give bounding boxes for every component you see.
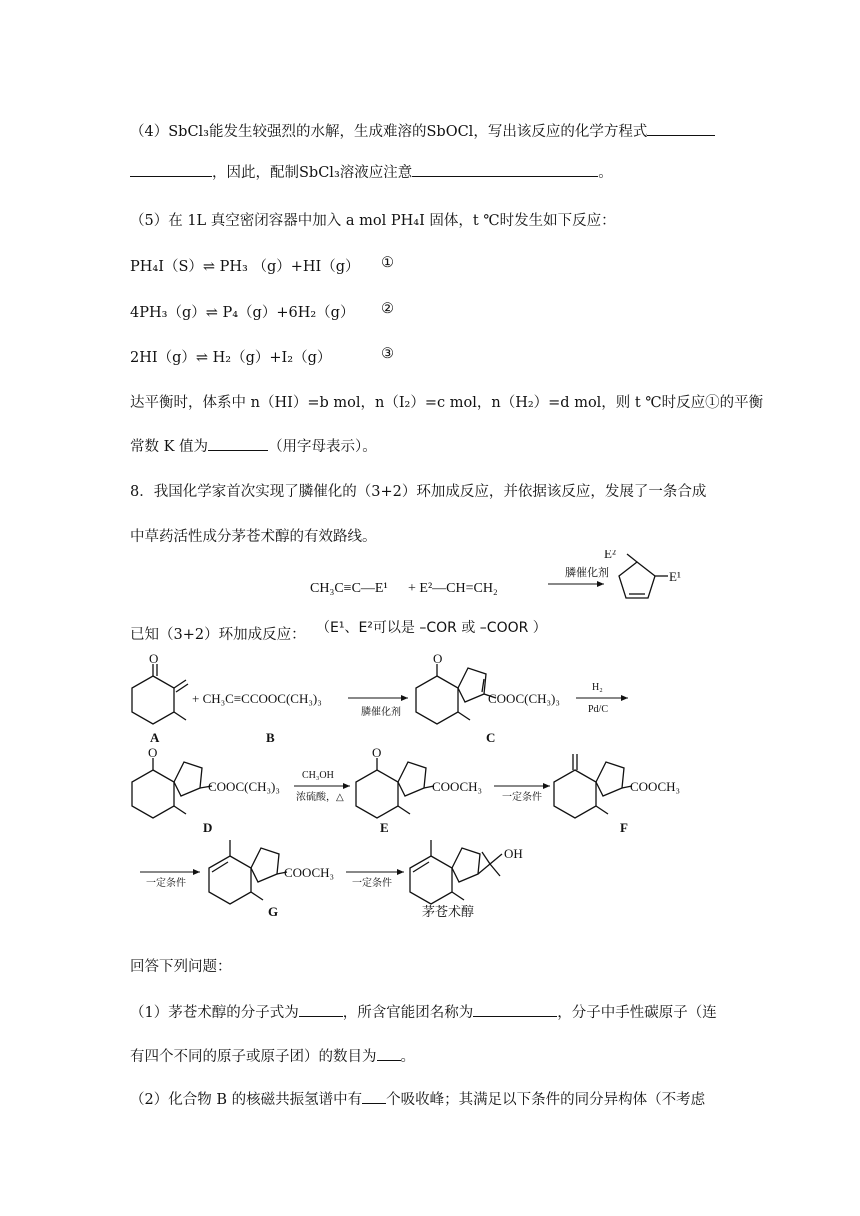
p1-blank-chiral[interactable] (377, 1046, 401, 1061)
p2-b: 个吸收峰；其满足以下条件的同分异构体（不考虑 (386, 1092, 706, 1108)
svg-text:F: F (620, 820, 628, 835)
e-group: COOCH₃ (432, 779, 483, 794)
product-name: 茅苍术醇 (422, 905, 475, 920)
q4-line2 (130, 161, 613, 182)
reagent-methanol: CH₃OH (302, 770, 334, 781)
q5-reaction-1-num: ① (381, 255, 394, 271)
q8-p2-line1 (130, 1088, 705, 1109)
d-group: COOC(CH₃)₃ (208, 779, 280, 794)
p1-end: 。 (400, 1049, 415, 1065)
q4-blank1-cont[interactable] (130, 162, 212, 177)
cond-3: 一定条件 (352, 878, 392, 889)
q4-end: 。 (598, 165, 613, 181)
known-e2-label: E² (604, 550, 616, 561)
known-note: （E¹、E²可以是 –COR 或 –COOR ） (316, 620, 547, 636)
q5-line1: 达平衡时，体系中 n（HI）=b mol，n（I₂）=c mol，n（H₂）=d mol，则 t ℃时反应①的平衡 (130, 395, 764, 411)
p1-blank-group[interactable] (473, 1002, 557, 1017)
svg-text:C: C (486, 730, 496, 745)
q8-known-label: 已知（3+2）环加成反应： (130, 627, 306, 643)
reagent-h2: H₂ (592, 682, 603, 693)
q8-p1-line2 (130, 1045, 415, 1066)
svg-text:E: E (380, 820, 389, 835)
reagent-acid: 浓硫酸，△ (296, 792, 344, 803)
svg-text:O: O (148, 745, 158, 760)
q4-text1: （4）SbCl₃能发生较强烈的水解，生成难溶的SbOCl，写出该反应的化学方程式 (130, 124, 648, 140)
svg-text:A: A (150, 730, 160, 745)
q5-intro: （5）在 1L 真空密闭容器中加入 a mol PH₄I 固体，t ℃时发生如下反应： (130, 213, 616, 229)
p1-b: ，所含官能团名称为 (342, 1005, 474, 1021)
scheme-catalyst: 膦催化剂 (361, 707, 401, 718)
compound-e (356, 758, 434, 818)
q5-reaction-2-num: ② (381, 301, 394, 317)
p1-d: 有四个不同的原子或原子团）的数目为 (130, 1049, 377, 1065)
reagent-pdc: Pd/C (588, 704, 609, 715)
q5-reaction-2: 4PH₃（g）⇌ P₄（g）+6H₂（g） (130, 305, 355, 321)
p1-c: ，分子中手性碳原子（连 (557, 1005, 717, 1021)
known-reactant1: CH₃C≡C—E¹ (310, 581, 388, 596)
p2-a: （2）化合物 B 的核磁共振氢谱中有 (130, 1092, 363, 1108)
svg-text:B: B (266, 730, 275, 745)
compound-a (132, 664, 188, 724)
c-group: COOC(CH₃)₃ (488, 691, 560, 706)
p1-a: （1）茅苍术醇的分子式为 (130, 1005, 299, 1021)
answer-intro: 回答下列问题： (130, 959, 232, 975)
oh-group: OH (504, 846, 523, 861)
synthesis-scheme-svg (0, 650, 860, 930)
f-group: COOCH₃ (630, 779, 681, 794)
q4-line1 (130, 120, 715, 141)
compound-d (132, 758, 212, 818)
svg-text:D: D (203, 820, 213, 835)
compound-f (554, 754, 632, 818)
q5-blank-k[interactable] (208, 436, 268, 451)
cond-1: 一定条件 (502, 792, 542, 803)
q4-blank2[interactable] (412, 162, 598, 177)
q8-line2: 中草药活性成分茅苍术醇的有效路线。 (130, 529, 377, 545)
svg-text:O: O (149, 651, 159, 666)
q5-line2-a: 常数 K 值为 (130, 439, 209, 455)
q4-blank1[interactable] (647, 121, 715, 136)
known-product-ring (619, 562, 655, 598)
reagent-b: + CH₃C≡CCOOC(CH₃)₃ (192, 691, 322, 706)
q4-text2: ，因此，配制SbCl₃溶液应注意 (212, 165, 413, 181)
known-reaction-svg (0, 550, 860, 650)
cond-2: 一定条件 (146, 878, 186, 889)
p2-blank-peaks[interactable] (362, 1089, 386, 1104)
compound-c (416, 664, 496, 724)
known-arrowhead (597, 581, 604, 587)
g-group: COOCH₃ (284, 865, 335, 880)
p1-blank-formula[interactable] (299, 1002, 343, 1017)
q5-reaction-3: 2HI（g）⇌ H₂（g）+I₂（g） (130, 350, 332, 366)
q5-reaction-3-num: ③ (381, 346, 394, 362)
svg-text:O: O (372, 745, 382, 760)
svg-text:G: G (268, 904, 279, 919)
q5-reaction-1: PH₄I（S）⇌ PH₃ （g）+HI（g） (130, 259, 360, 275)
q5-line2 (130, 435, 377, 456)
known-catalyst: 膦催化剂 (565, 566, 609, 579)
known-reactant2: + E²—CH=CH₂ (408, 581, 498, 596)
svg-text:O: O (433, 651, 443, 666)
q8-line1: 8．我国化学家首次实现了膦催化的（3+2）环加成反应，并依据该反应，发展了一条合成 (130, 484, 707, 500)
compound-g (209, 840, 287, 904)
known-e1-label: E¹ (669, 569, 681, 584)
q8-p1-line1 (130, 1001, 717, 1022)
compound-product (410, 840, 502, 904)
q5-line2-b: （用字母表示）。 (268, 439, 377, 455)
